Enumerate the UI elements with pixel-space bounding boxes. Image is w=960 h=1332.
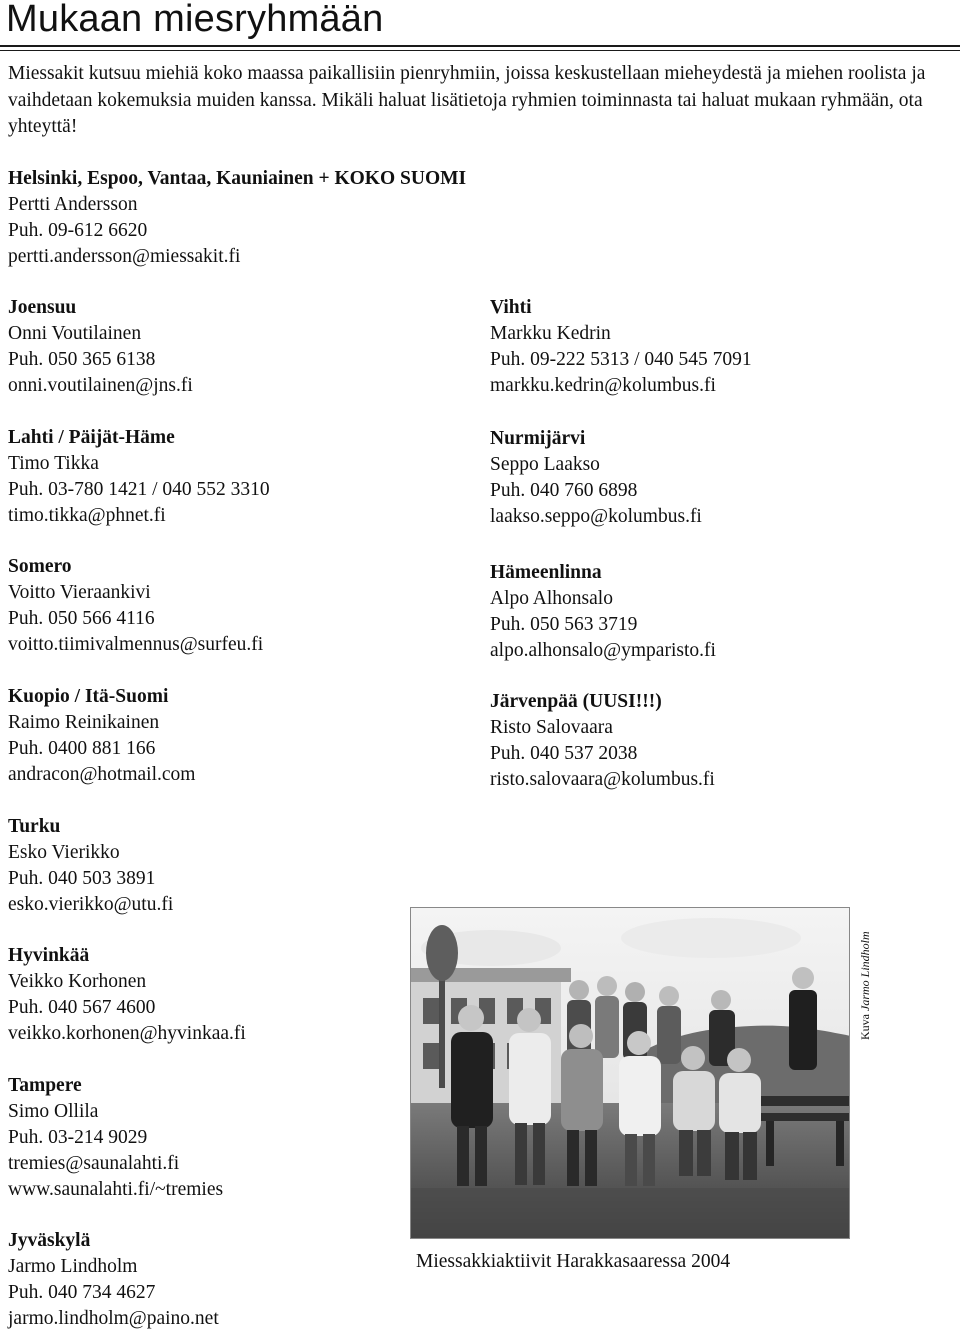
contact-email[interactable]: alpo.alhonsalo@ymparisto.fi <box>490 640 716 661</box>
contact-phone: Puh. 03-780 1421 / 040 552 3310 <box>8 479 270 500</box>
contact-joensuu <box>8 295 193 399</box>
contact-hameenlinna <box>490 560 716 664</box>
contact-lahti <box>8 425 270 529</box>
contact-email[interactable]: risto.salovaara@kolumbus.fi <box>490 769 715 790</box>
region-heading: Hyvinkää <box>8 945 90 966</box>
contact-jarvenpaa <box>490 689 715 793</box>
contact-name: Jarmo Lindholm <box>8 1256 138 1277</box>
photo-credit-prefix: Kuva <box>858 1014 872 1040</box>
contact-nurmijarvi <box>490 426 702 530</box>
contact-name: Alpo Alhonsalo <box>490 588 613 609</box>
contact-name: Veikko Korhonen <box>8 971 147 992</box>
region-heading: Helsinki, Espoo, Vantaa, Kauniainen + KOKO SUOMI <box>8 168 467 189</box>
contact-phone: Puh. 040 734 4627 <box>8 1282 156 1303</box>
contact-website[interactable]: www.saunalahti.fi/~tremies <box>8 1179 224 1200</box>
contact-kuopio <box>8 684 195 788</box>
contact-phone: Puh. 050 365 6138 <box>8 349 156 370</box>
contact-email[interactable]: esko.vierikko@utu.fi <box>8 894 174 915</box>
contact-email[interactable]: laakso.seppo@kolumbus.fi <box>490 506 702 527</box>
contact-tampere <box>8 1073 223 1203</box>
contact-name: Onni Voutilainen <box>8 323 142 344</box>
contact-name: Pertti Andersson <box>8 194 138 215</box>
contact-phone: Puh. 050 563 3719 <box>490 614 638 635</box>
region-heading: Järvenpää (UUSI!!!) <box>490 691 662 712</box>
contact-name: Timo Tikka <box>8 453 99 474</box>
contact-email[interactable]: veikko.korhonen@hyvinkaa.fi <box>8 1023 246 1044</box>
contact-name: Markku Kedrin <box>490 323 611 344</box>
contact-email[interactable]: tremies@saunalahti.fi <box>8 1153 180 1174</box>
contact-email[interactable]: timo.tikka@phnet.fi <box>8 505 166 526</box>
region-heading: Somero <box>8 556 72 577</box>
contact-name: Risto Salovaara <box>490 717 613 738</box>
contact-email[interactable]: pertti.andersson@miessakit.fi <box>8 246 241 267</box>
contact-phone: Puh. 09-612 6620 <box>8 220 148 241</box>
contact-email[interactable]: jarmo.lindholm@paino.net <box>8 1308 219 1329</box>
region-heading: Kuopio / Itä-Suomi <box>8 686 169 707</box>
contact-email[interactable]: onni.voutilainen@jns.fi <box>8 375 193 396</box>
contact-name: Raimo Reinikainen <box>8 712 160 733</box>
contact-phone: Puh. 040 567 4600 <box>8 997 156 1018</box>
region-heading: Lahti / Päijät-Häme <box>8 427 175 448</box>
contact-jyvaskyla <box>8 1228 219 1332</box>
contact-vihti <box>490 295 752 399</box>
title-rule <box>0 45 960 47</box>
group-photo <box>410 907 850 1239</box>
contact-phone: Puh. 0400 881 166 <box>8 738 156 759</box>
contact-name: Simo Ollila <box>8 1101 99 1122</box>
photo-credit-name: Jarmo Lindholm <box>858 931 872 1011</box>
group-photo-illustration <box>411 908 850 1239</box>
region-heading: Vihti <box>490 297 532 318</box>
contact-helsinki <box>8 166 466 270</box>
contact-phone: Puh. 09-222 5313 / 040 545 7091 <box>490 349 752 370</box>
region-heading: Turku <box>8 816 61 837</box>
contact-phone: Puh. 040 760 6898 <box>490 480 638 501</box>
region-heading: Joensuu <box>8 297 77 318</box>
contact-phone: Puh. 040 503 3891 <box>8 868 156 889</box>
page-title: Mukaan miesryhmään <box>6 0 384 40</box>
photo-caption: Miessakkiaktiivit Harakkasaaressa 2004 <box>416 1251 731 1272</box>
photo-credit <box>858 920 872 1040</box>
contact-hyvinkaa <box>8 943 246 1047</box>
intro-paragraph: Miessakit kutsuu miehiä koko maassa paikallisiin pienryhmiin, joissa keskustellaan mieheydestä ja miehen roolista ja vaihdetaan kokemuksia muiden kanssa. Mikäli haluat lisätietoja ryhmien toiminnasta tai haluat mukaan ryhmään, ota yhteyttä! <box>8 63 926 137</box>
contact-email[interactable]: markku.kedrin@kolumbus.fi <box>490 375 716 396</box>
contact-phone: Puh. 040 537 2038 <box>490 743 638 764</box>
contact-name: Esko Vierikko <box>8 842 120 863</box>
contact-name: Seppo Laakso <box>490 454 600 475</box>
contact-phone: Puh. 03-214 9029 <box>8 1127 148 1148</box>
contact-name: Voitto Vieraankivi <box>8 582 151 603</box>
contact-email[interactable]: andracon@hotmail.com <box>8 764 196 785</box>
title-rule-thin <box>0 50 960 51</box>
contact-somero <box>8 554 263 658</box>
contact-email[interactable]: voitto.tiimivalmennus@surfeu.fi <box>8 634 264 655</box>
region-heading: Hämeenlinna <box>490 562 602 583</box>
contact-turku <box>8 814 173 918</box>
contact-phone: Puh. 050 566 4116 <box>8 608 155 629</box>
region-heading: Tampere <box>8 1075 82 1096</box>
region-heading: Jyväskylä <box>8 1230 91 1251</box>
region-heading: Nurmijärvi <box>490 428 586 449</box>
